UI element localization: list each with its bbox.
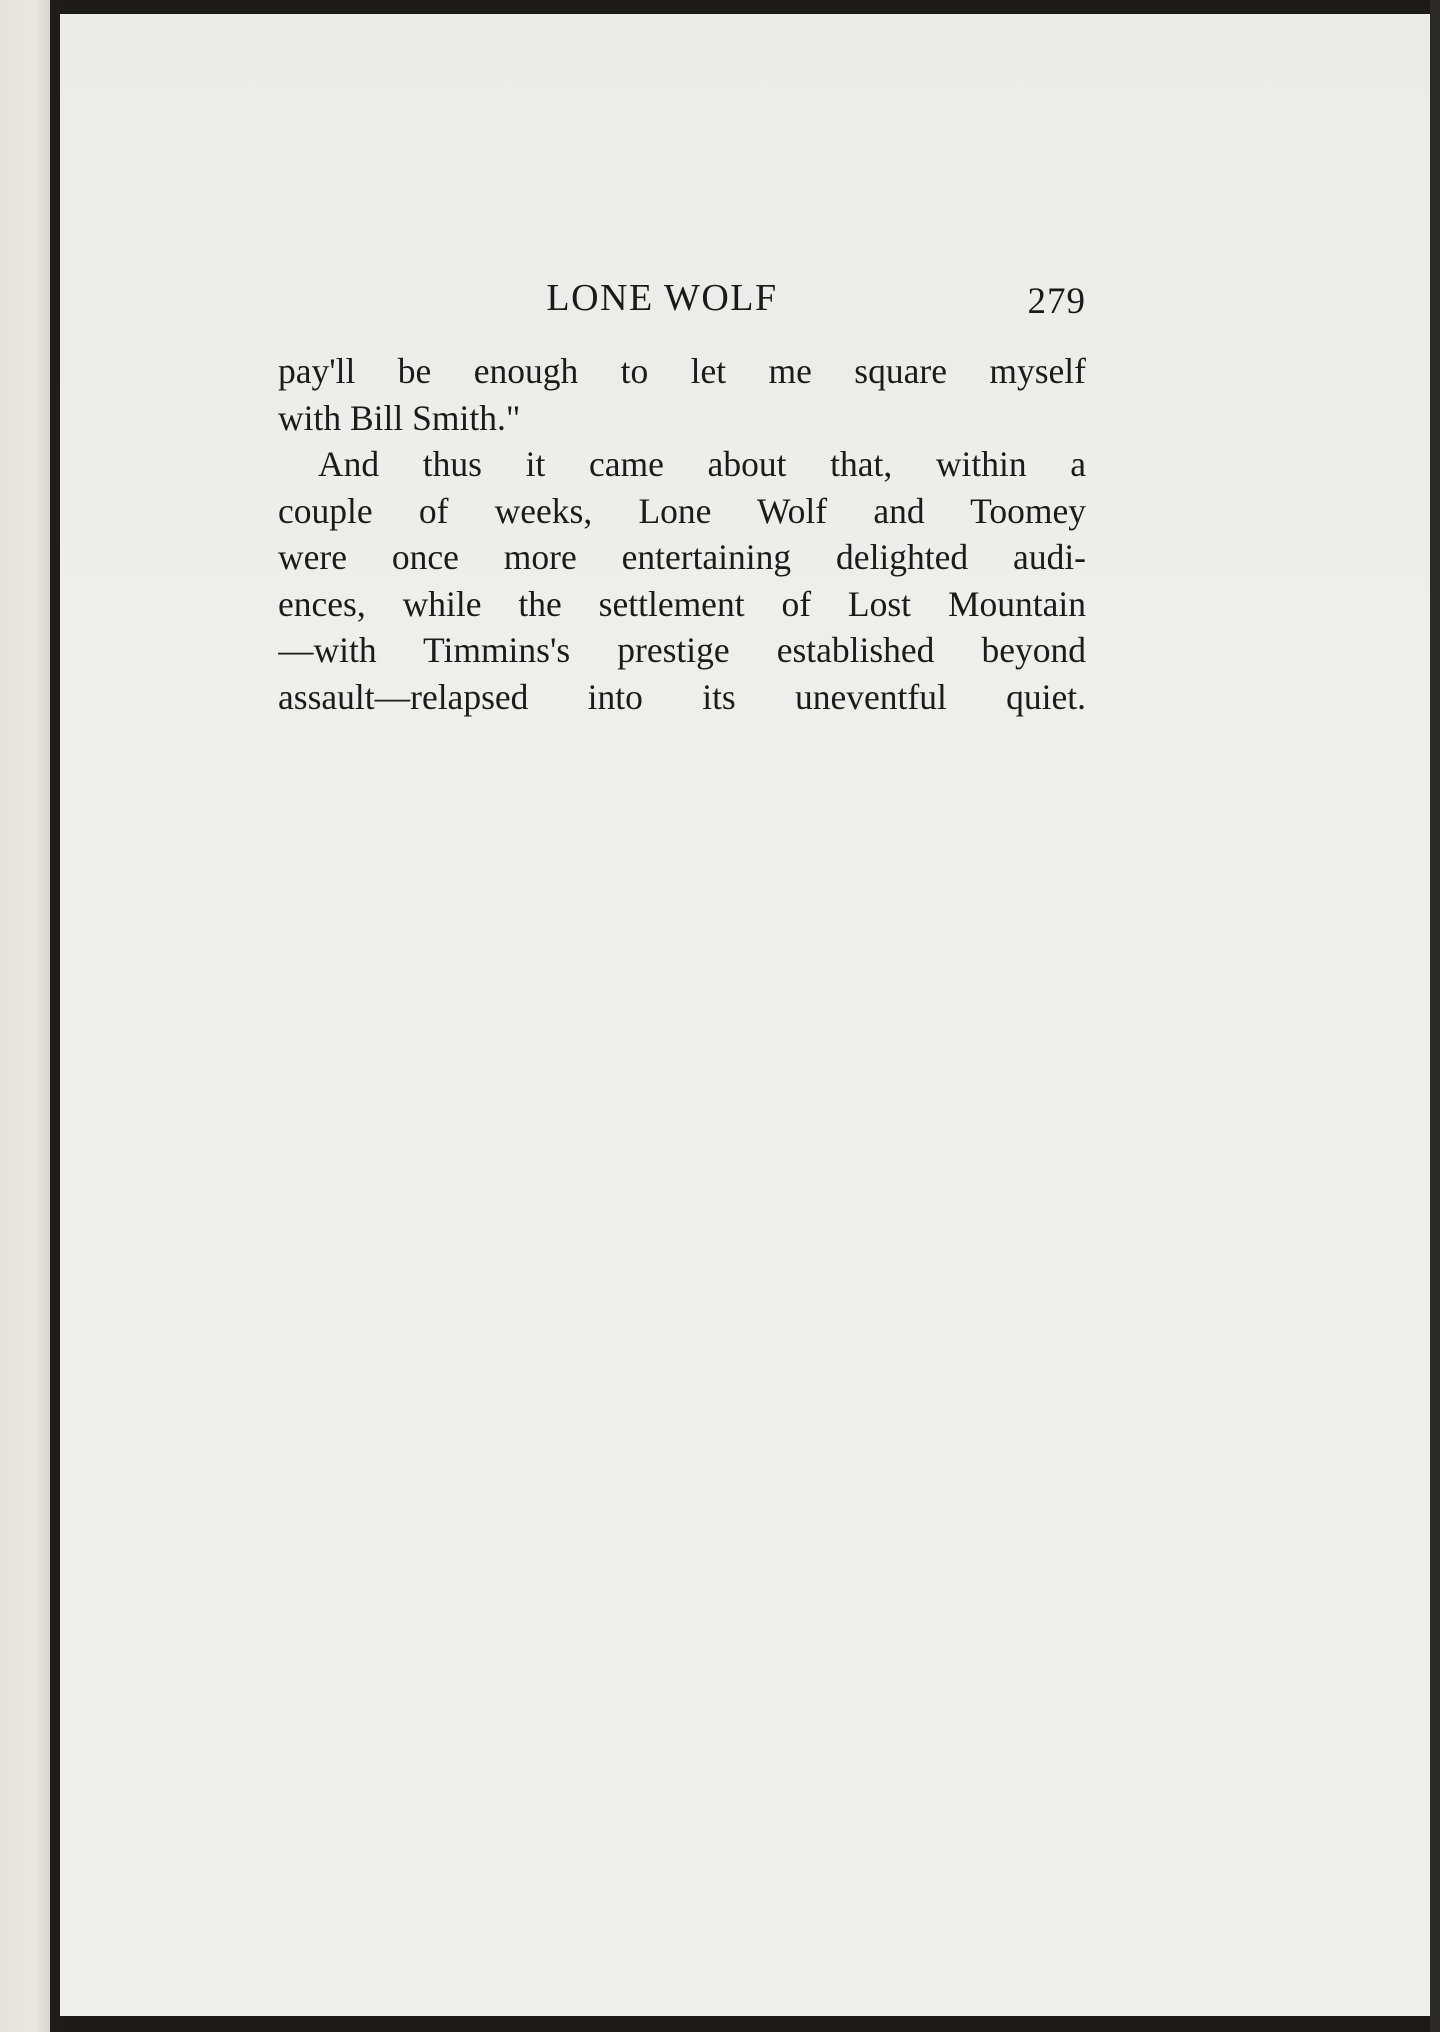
page-edge-shadow: [1430, 0, 1440, 2032]
running-header: [278, 276, 1086, 326]
running-title: LONE WOLF: [546, 277, 778, 319]
text-line: couple of weeks, Lone Wolf and Toomey: [278, 490, 1086, 531]
text-line: assault—relapsed into its uneventful quiet.: [278, 676, 1086, 717]
text-line: with Bill Smith.": [278, 397, 521, 438]
text-line: And thus it came about that, within a: [318, 444, 1086, 484]
body-text: [278, 348, 1086, 720]
paragraph: [278, 441, 1086, 720]
text-line: ences, while the settlement of Lost Mountain: [278, 583, 1086, 624]
facing-page-edge: [0, 0, 50, 2032]
text-line: —with Timmins's prestige established beyond: [278, 630, 1086, 670]
text-line: pay'll be enough to let me square myself: [278, 351, 1086, 391]
page-number: 279: [1027, 281, 1086, 322]
text-line: were once more entertaining delighted audi-: [278, 537, 1086, 577]
paragraph: [278, 348, 1086, 441]
binding-gutter: [50, 0, 60, 2032]
